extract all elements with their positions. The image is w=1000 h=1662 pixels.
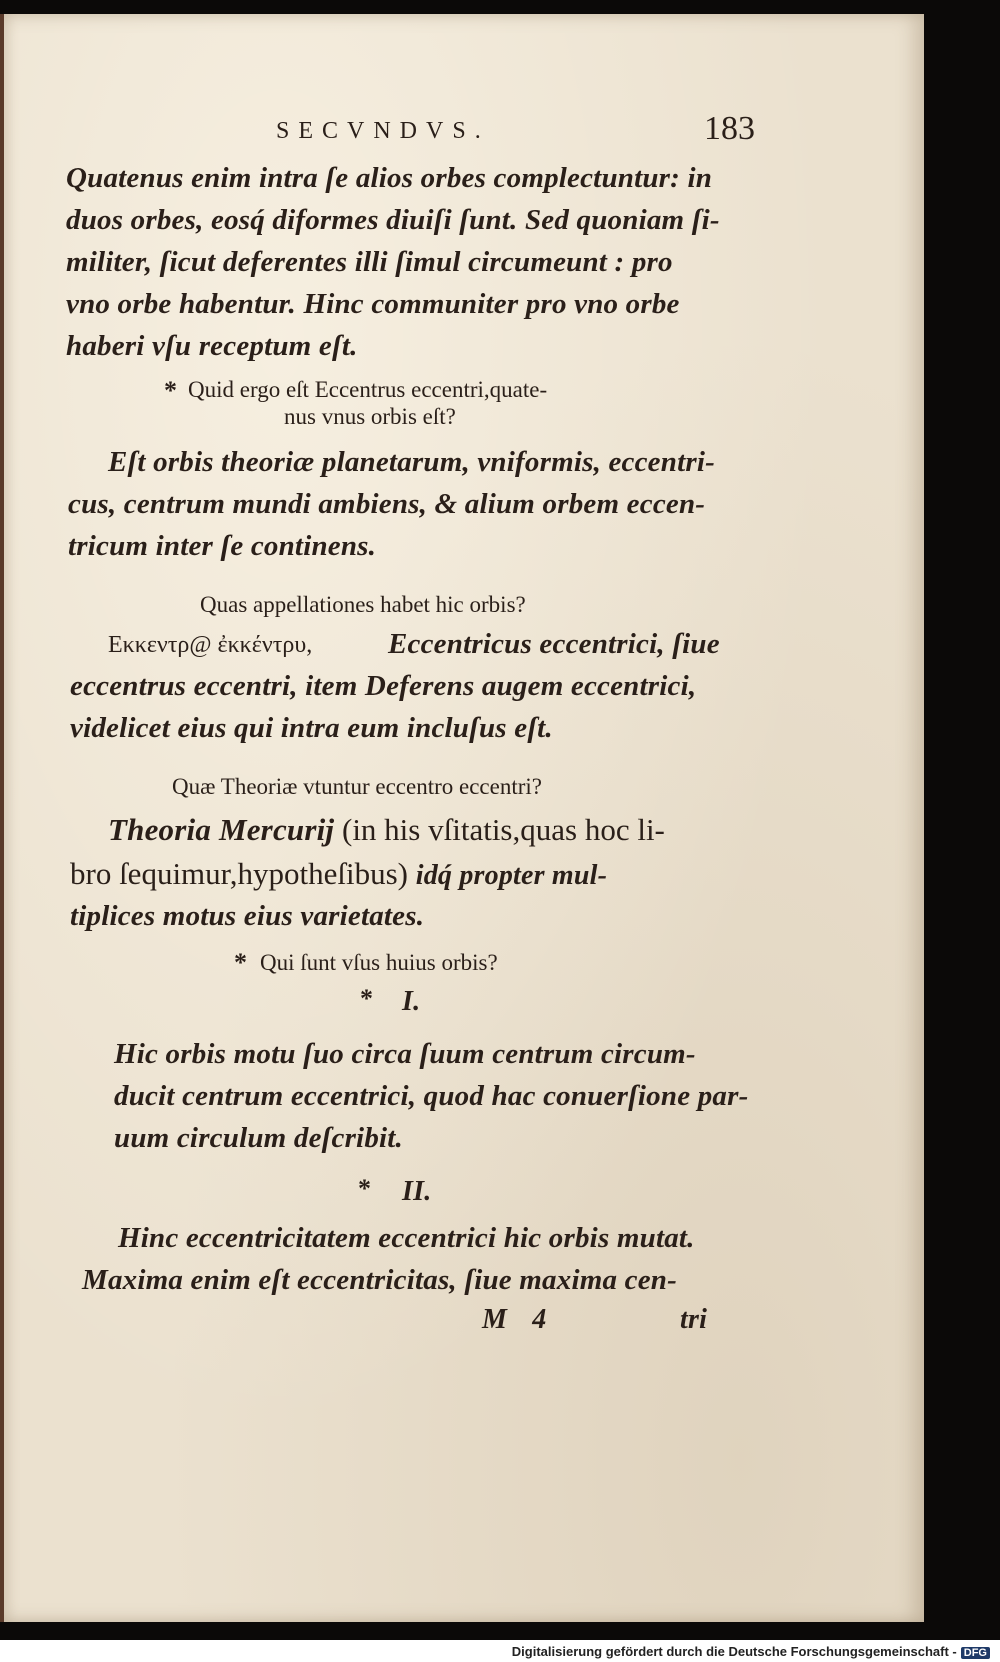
text-line: militer, ſicut deferentes illi ſimul circumeunt : pro: [66, 246, 673, 278]
text-line: Quatenus enim intra ſe alios orbes complectuntur: in: [66, 162, 713, 194]
question-line: Quid ergo eſt Eccentrus eccentri,quate-: [188, 377, 548, 402]
question-line: nus vnus orbis eſt?: [284, 404, 456, 429]
asterisk-marker: *: [164, 376, 177, 405]
signature-mark: M 4: [482, 1304, 547, 1335]
question-line: Quæ Theoriæ vtuntur eccentro eccentri?: [172, 774, 542, 799]
text-line: videlicet eius qui intra eum incluſus eſt.: [70, 712, 553, 744]
greek-term: Εκκεντρ@ ἐκκέντρυ,: [108, 632, 313, 658]
text-line: eccentrus eccentri, item Deferens augem eccentrici,: [70, 670, 697, 702]
dfg-logo: DFG: [961, 1647, 990, 1659]
text-line: cus, centrum mundi ambiens, & alium orbem eccen-: [68, 488, 706, 520]
text-line: Hic orbis motu ſuo circa ſuum centrum circum-: [114, 1038, 696, 1070]
digitization-credit: [512, 1644, 990, 1659]
book-page: [4, 14, 924, 1622]
question-line: Quas appellationes habet hic orbis?: [200, 592, 526, 617]
asterisk-marker: *: [360, 984, 373, 1013]
text-line: [108, 812, 665, 848]
running-head: SECVNDVS.: [276, 118, 490, 144]
page-number: 183: [704, 110, 755, 147]
asterisk-marker: *: [358, 1174, 371, 1203]
text-line: haberi vſu receptum eſt.: [66, 330, 358, 362]
text-line: ducit centrum eccentrici, quod hac conuerſione par-: [114, 1080, 749, 1112]
credit-text: Digitalisierung gefördert durch die Deutsche Forschungsgemeinschaft -: [511, 1644, 957, 1659]
text-span-roman: bro ſequimur,hypotheſibus): [70, 856, 408, 891]
asterisk-marker: *: [234, 948, 247, 977]
text-line: tricum inter ſe continens.: [68, 530, 377, 562]
text-line: [70, 856, 607, 892]
text-line: Eccentricus eccentrici, ſiue: [388, 628, 720, 660]
text-line: uum circulum deſcribit.: [114, 1122, 403, 1154]
text-line: Eſt orbis theoriæ planetarum, vniformis, eccentri-: [108, 446, 715, 478]
text-line: duos orbes, eosq́ diformes diuiſi ſunt. Sed quoniam ſi-: [66, 204, 720, 236]
catchword: tri: [680, 1304, 708, 1335]
text-line: vno orbe habentur. Hinc communiter pro vno orbe: [66, 288, 680, 320]
section-number: II.: [402, 1176, 432, 1207]
text-line: tiplices motus eius varietates.: [70, 900, 425, 932]
text-span-italic: Theoria Mercurij: [108, 812, 335, 847]
section-number: I.: [402, 986, 421, 1017]
text-span-italic: idq́ propter mul-: [415, 860, 608, 891]
text-span-roman: (in his vſitatis,quas hoc li-: [342, 812, 665, 847]
question-line: Qui ſunt vſus huius orbis?: [260, 950, 498, 975]
text-line: Hinc eccentricitatem eccentrici hic orbis mutat.: [118, 1222, 695, 1254]
text-line: Maxima enim eſt eccentricitas, ſiue maxima cen-: [82, 1264, 677, 1296]
